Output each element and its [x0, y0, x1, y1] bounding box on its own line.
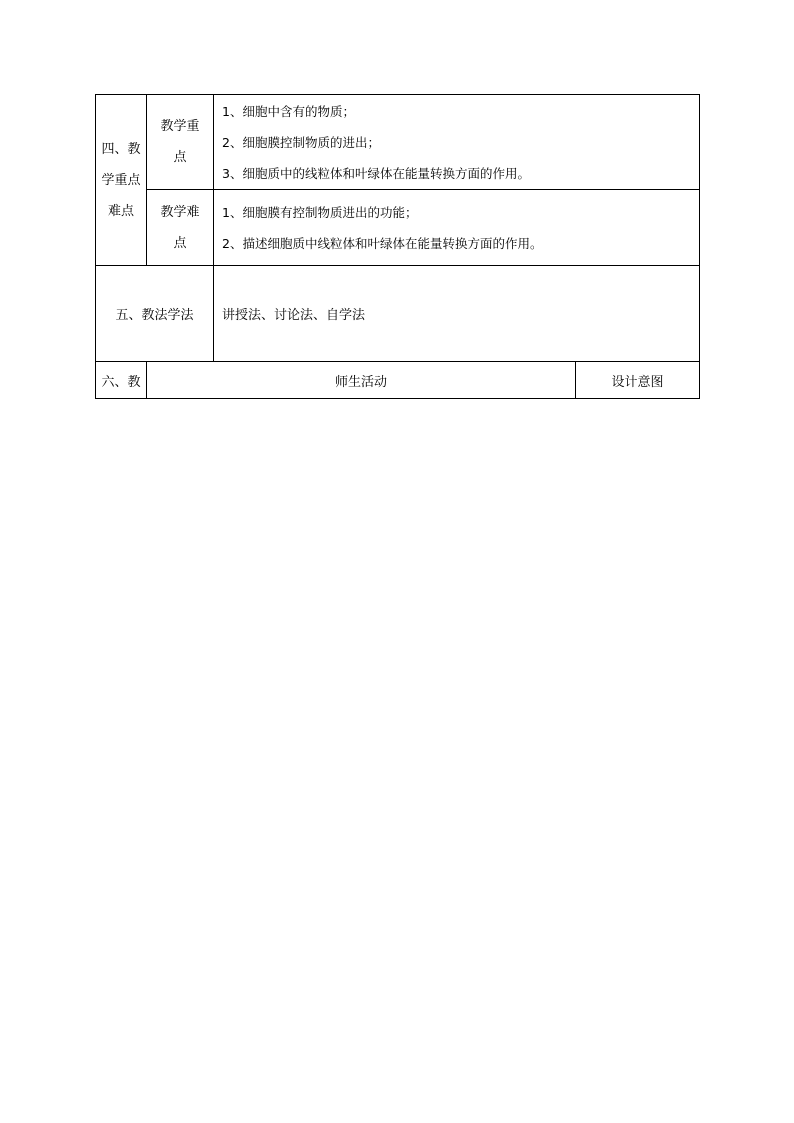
methods-section-label: 五、教法学法 — [96, 266, 214, 362]
lesson-plan-table — [95, 94, 700, 399]
process-section-label: 六、教 — [96, 362, 147, 399]
focus-item: 2、细胞膜控制物质的进出； — [222, 134, 380, 150]
difficulty-row — [96, 190, 700, 266]
focus-item: 3、细胞质中的线粒体和叶绿体在能量转换方面的作用。 — [222, 165, 530, 181]
focus-row — [96, 95, 700, 190]
process-header-row — [96, 362, 700, 399]
difficulty-item: 1、细胞膜有控制物质进出的功能； — [222, 204, 418, 220]
intent-header: 设计意图 — [576, 362, 700, 399]
difficulty-label-cell — [147, 190, 214, 266]
key-points-section-label: 四、教学重点难点 — [101, 141, 141, 219]
difficulty-items-cell — [214, 190, 700, 266]
difficulty-label: 教学难点 — [160, 204, 200, 251]
methods-value: 讲授法、讨论法、自学法 — [214, 266, 700, 362]
focus-items-cell — [214, 95, 700, 190]
key-points-section-cell — [96, 95, 147, 266]
difficulty-item: 2、描述细胞质中线粒体和叶绿体在能量转换方面的作用。 — [222, 235, 543, 251]
focus-label: 教学重点 — [160, 119, 200, 165]
focus-item: 1、细胞中含有的物质； — [222, 103, 355, 119]
methods-row — [96, 266, 700, 362]
activity-header: 师生活动 — [147, 362, 576, 399]
focus-label-cell — [147, 95, 214, 190]
